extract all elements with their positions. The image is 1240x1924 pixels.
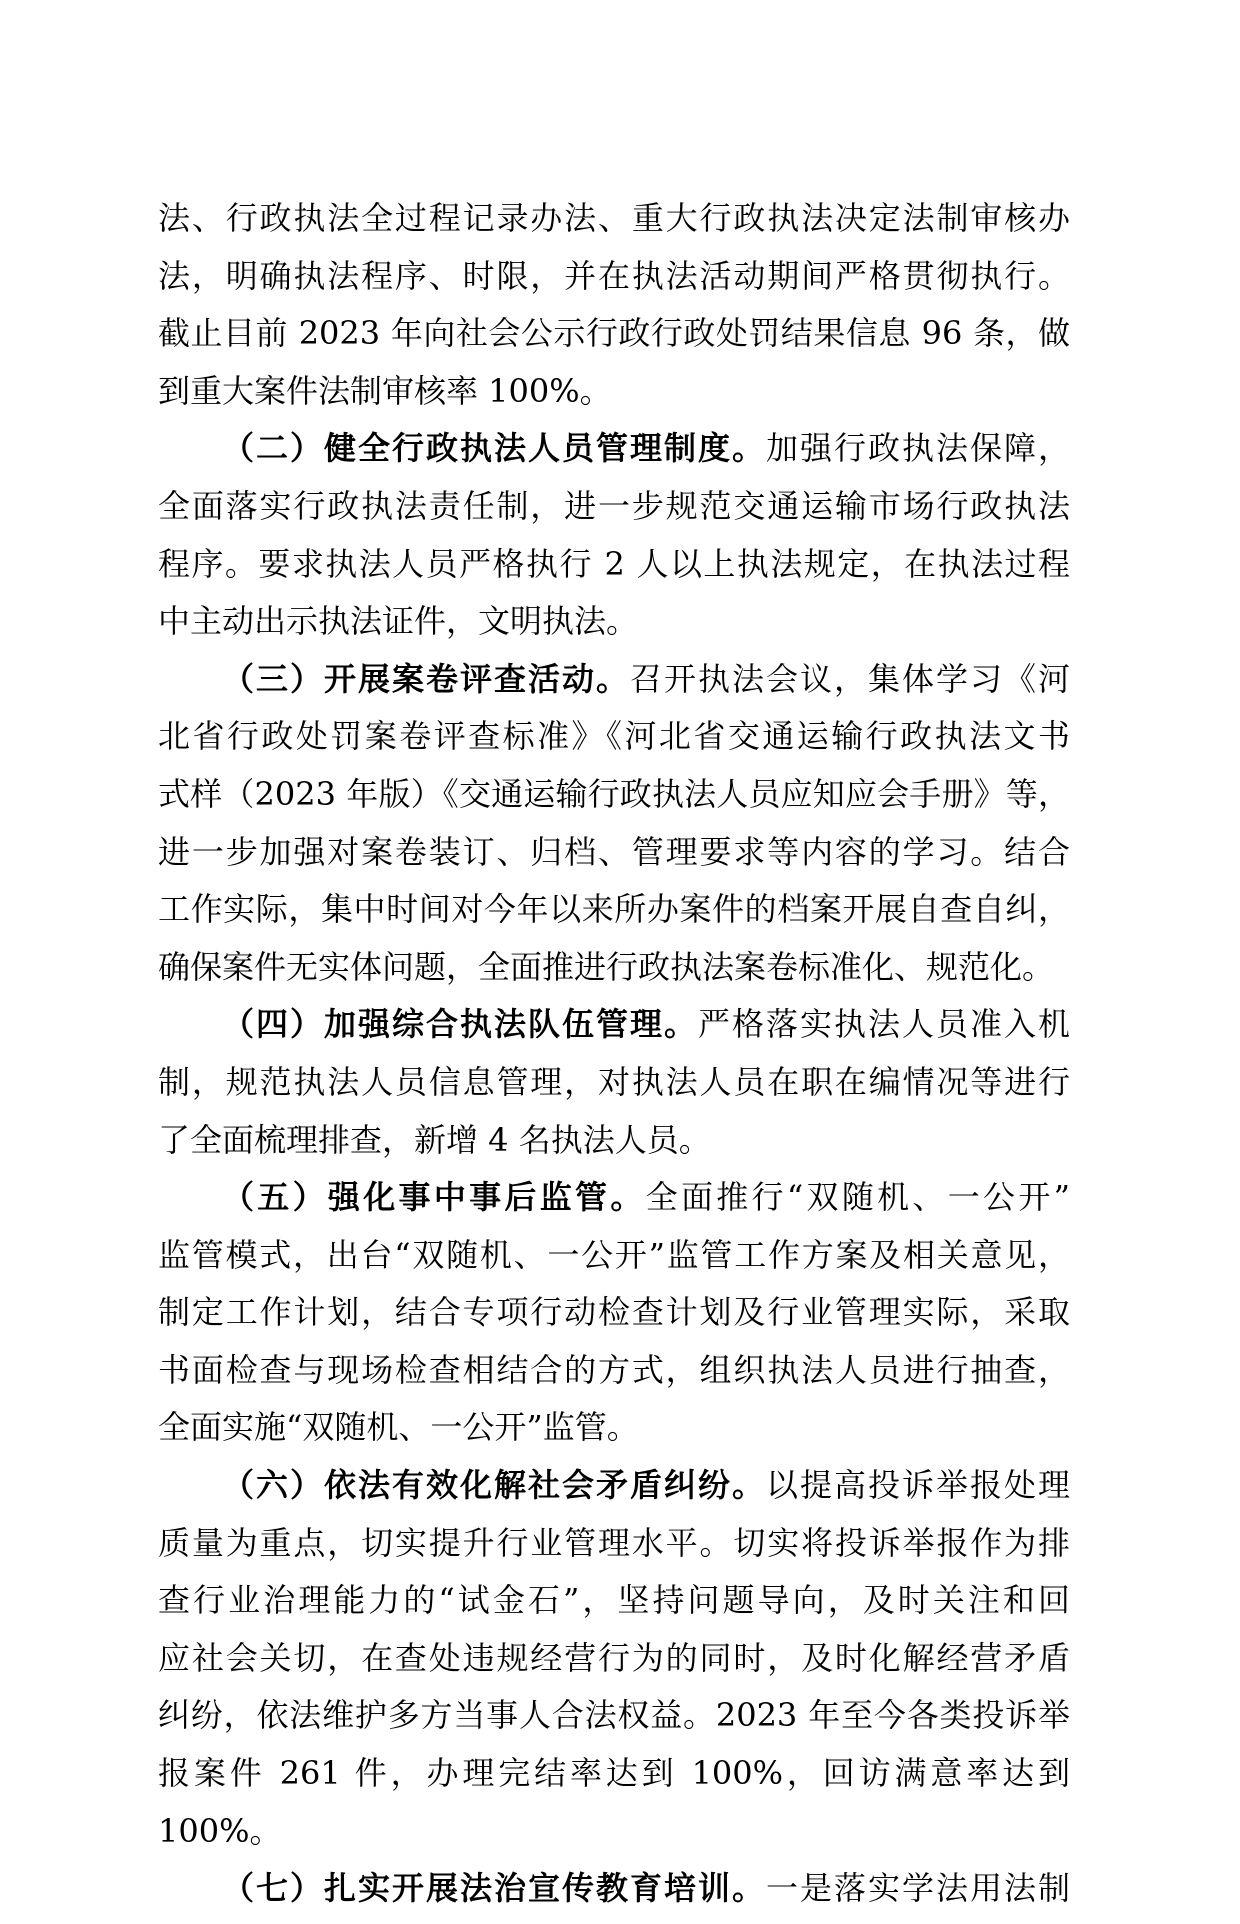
paragraph [158, 1002, 1070, 1161]
paragraph [158, 1866, 1070, 1910]
text-run: 一是落实学法用法制 [765, 1869, 1070, 1908]
text-line: 式样（2023 年版）《交通运输行政执法人员应知应会手册》等， [158, 774, 1070, 813]
text-line: 书面检查与现场检查相结合的方式，组织执法人员进行抽查， [158, 1350, 1070, 1389]
text-line [158, 1463, 1070, 1507]
text-line: 中主动出示执法证件，文明执法。 [158, 602, 639, 641]
paragraph [158, 196, 1070, 413]
text-line: 100%。 [158, 1811, 282, 1850]
section-heading: （七）扎实开展法治宣传教育培训。 [222, 1869, 766, 1908]
text-line: 工作实际，集中时间对今年以来所办案件的档案开展自查自纠， [158, 890, 1070, 929]
section-heading: （六）依法有效化解社会矛盾纠纷。 [222, 1466, 766, 1505]
text-line [158, 426, 1070, 470]
text-line: 报案件 261 件，办理完结率达到 100%，回访满意率达到 [158, 1754, 1070, 1793]
paragraph [158, 657, 1070, 989]
text-line: 了全面梳理排查，新增 4 名执法人员。 [158, 1120, 711, 1159]
section-heading: （四）加强综合执法队伍管理。 [222, 1005, 698, 1044]
text-line: 北省行政处罚案卷评查标准》《河北省交通运输行政执法文书 [158, 717, 1070, 756]
text-line: 法、行政执法全过程记录办法、重大行政执法决定法制审核办 [158, 199, 1070, 237]
text-line: 应社会关切，在查处违规经营行为的同时，及时化解经营矛盾 [158, 1638, 1070, 1677]
paragraph [158, 426, 1070, 643]
text-line: 程序。要求执法人员严格执行 2 人以上执法规定，在执法过程 [158, 544, 1070, 583]
text-line [158, 1866, 1070, 1910]
text-line: 质量为重点，切实提升行业管理水平。切实将投诉举报作为排 [158, 1523, 1070, 1562]
text-line: 确保案件无实体问题，全面推进行政执法案卷标准化、规范化。 [158, 947, 1055, 986]
text-line: 全面落实行政执法责任制，进一步规范交通运输市场行政执法 [158, 486, 1070, 525]
text-run: 以提高投诉举报处理 [765, 1466, 1070, 1505]
paragraph [158, 1463, 1070, 1853]
text-run: 召开执法会议，集体学习《河 [630, 659, 1070, 698]
text-line [158, 1175, 1070, 1219]
text-run: 全面推行“双随机、一公开” [645, 1178, 1070, 1217]
section-heading: （二）健全行政执法人员管理制度。 [222, 429, 766, 468]
text-run: 严格落实执法人员准入机 [697, 1005, 1070, 1044]
text-line: 制定工作计划，结合专项行动检查计划及行业管理实际，采取 [158, 1293, 1070, 1332]
section-heading: （五）强化事中事后监管。 [222, 1178, 646, 1217]
text-run: 加强行政执法保障， [765, 429, 1070, 468]
text-line: 进一步加强对案卷装订、归档、管理要求等内容的学习。结合 [158, 832, 1070, 871]
paragraph [158, 1175, 1070, 1449]
text-line: 截止目前 2023 年向社会公示行政行政处罚结果信息 96 条，做 [158, 314, 1070, 353]
text-line: 查行业治理能力的“试金石”，坚持问题导向，及时关注和回 [158, 1581, 1070, 1620]
text-line [158, 657, 1070, 701]
text-line: 监管模式，出台“双随机、一公开”监管工作方案及相关意见， [158, 1235, 1070, 1274]
section-heading: （三）开展案卷评查活动。 [222, 659, 630, 698]
text-line: 全面实施“双随机、一公开”监管。 [158, 1408, 639, 1447]
text-line [158, 1002, 1070, 1046]
text-line: 纠纷，依法维护多方当事人合法权益。2023 年至今各类投诉举 [158, 1696, 1070, 1735]
text-line: 制，规范执法人员信息管理，对执法人员在职在编情况等进行 [158, 1062, 1070, 1101]
text-line: 法，明确执法程序、时限，并在执法活动期间严格贯彻执行。 [158, 256, 1070, 295]
document-page [158, 196, 1070, 1924]
text-line: 到重大案件法制审核率 100%。 [158, 371, 612, 410]
